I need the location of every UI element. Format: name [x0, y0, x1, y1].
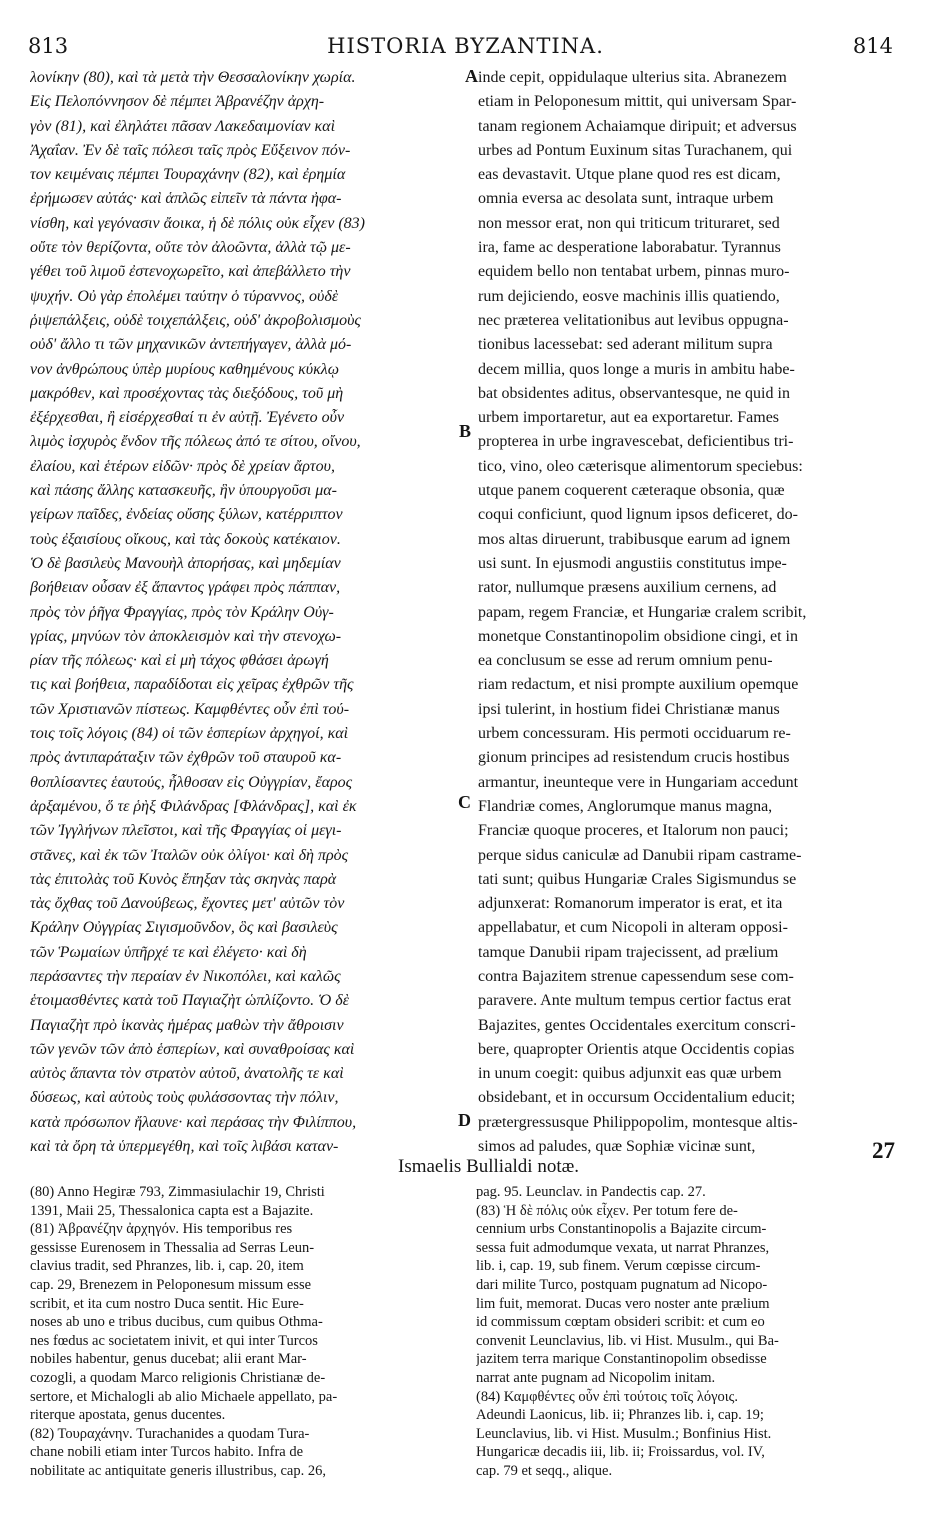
note-line: Hungaricæ decadis iii, lib. ii; Froissardus, vol. IV, [476, 1444, 765, 1461]
note-line: narrat ante pugnam ad Nicopolim initam. [476, 1369, 716, 1386]
notes-title: Ismaelis Bullialdi notæ. [398, 1156, 580, 1177]
greek-text-line: καὶ πάσης ἄλλης κατασκευῆς, ἣν ὑπουργοῦσι μα- [30, 482, 337, 500]
greek-text-line: τις καὶ βοήθεια, παραδίδοται εἰς χεῖρας ἐχθρῶν τῆς [30, 676, 354, 694]
greek-text-line: δύσεως, καὶ αὐτοὺς τοὺς φυλάσσοντας τὴν πόλιν, [30, 1089, 339, 1107]
latin-text-line: ira, fame ac desperatione laborabatur. Tyrannus [478, 239, 781, 257]
greek-text-line: κατὰ πρόσωπον ἤλαυνε· καὶ περάσας τὴν Φιλίππου, [30, 1113, 357, 1131]
note-line: sertore, et Michalogli ab alio Michaele appellato, pa- [30, 1388, 338, 1405]
greek-text-line: Ἀχαΐαν. Ἐν δὲ ταῖς πόλεσι ταῖς πρὸς Εὔξεινον πόν- [30, 141, 351, 159]
note-line: (83) Ἡ δὲ πόλις οὐκ εἶχεν. Per totum fere de- [476, 1202, 738, 1219]
greek-text-line: τῶν Χριστιανῶν πίστεως. Καμφθέντες οὖν ἐπὶ τού- [30, 700, 350, 718]
note-line: sessa fuit admodumque vexata, ut narrat Phranzes, [476, 1239, 770, 1256]
latin-text-line: equidem bello non tentabat urbem, pinnas muro- [478, 263, 790, 281]
latin-text-line: decem millia, quos longe a muris in ambitu habe- [478, 360, 795, 378]
latin-text-column [478, 66, 898, 1159]
latin-text-line: coqui conficiunt, quod lignum ipsos deficeret, do- [478, 506, 798, 524]
greek-text-line: γέθει τοῦ λιμοῦ ἐστενοχωρεῖτο, καὶ ἀπεβάλλετο τὴν [30, 263, 351, 281]
note-line: dari milite Turco, postquam pugnatum ad Nicopo- [476, 1276, 768, 1293]
latin-text-line: papam, regem Franciæ, et Hungariæ cralem scribit, [478, 603, 807, 621]
greek-text-line: μακρόθεν, καὶ προσέχοντας τὰς διεξόδους, τοῦ μὴ [30, 384, 344, 402]
note-line: jazitem terra marique Constantinopolim obsedisse [476, 1351, 767, 1368]
latin-text-line: tati sunt; quibus Hungariæ Crales Sigismundus se [478, 870, 797, 888]
signature-page-marker: 27 [872, 1138, 895, 1163]
margin-marker-d: D [458, 1110, 471, 1130]
right-page-number: 814 [852, 34, 893, 58]
greek-text-line: οὔτε τὸν θερίζοντα, οὔτε τὸν ἀλοῶντα, ἀλλὰ τῷ με- [30, 239, 351, 257]
note-line: nobilitate ac antiquitate generis illustribus, cap. 26, [30, 1462, 326, 1479]
greek-text-line: τοις τοῖς λόγοις (84) οἱ τῶν ἑσπερίων ἀρχηγοί, καὶ [30, 725, 349, 743]
margin-marker-b: B [459, 421, 472, 441]
greek-text-line: γείρων παῖδες, ἐνδείας οὔσης ξύλων, κατέρριπτον [30, 506, 343, 524]
latin-text-line: etiam in Peloponesum mittit, qui universam Spar- [478, 93, 797, 111]
note-line: convenit Leunclavius, lib. vi Hist. Musulm., qui Ba- [476, 1332, 779, 1349]
latin-text-line: non messor erat, non qui triticum trituraret, sed [478, 214, 780, 232]
greek-text-line: ἐρήμωσεν αὐτάς· καὶ ἁπλῶς εἰπεῖν τὰ πάντα ἠφα- [30, 190, 342, 208]
latin-text-line: in unum coegit: quibus adjunxit eas quæ urbem [478, 1065, 782, 1083]
greek-text-line: ρίαν τῆς πόλεως· καὶ εἰ μὴ τάχος φθάσει ἀρωγή [30, 652, 329, 670]
greek-text-line: γρίας, μηνύων τὸν ἀποκλεισμὸν καὶ τὴν στενοχω- [30, 627, 342, 645]
greek-text-line: λιμὸς ἰσχυρὸς ἔνδον τῆς πόλεως ἀπό τε σίτου, οἴνου, [30, 433, 361, 451]
latin-text-line: appellabatur, et cum Nicopoli in alteram opposi- [478, 919, 788, 937]
latin-text-line: mos altas diruerunt, trabibusque earum ad ignem [478, 530, 791, 548]
latin-text-line: gionum principes ad resistendum crucis hostibus [478, 749, 790, 767]
greek-text-line: πρὸς ἀντιπαράταξιν τῶν ἐχθρῶν τοῦ σταυροῦ κα- [30, 749, 342, 767]
greek-text-line: ἀρξαμένου, ὅ τε ῥὴξ Φιλάνδρας [Φλάνδρας], καὶ ἐκ [30, 797, 357, 815]
running-title: HISTORIA BYZANTINA. [327, 34, 604, 58]
greek-text-line: περάσαντες τὴν περαίαν ἐν Νικοπόλει, καὶ καλῶς [30, 967, 341, 985]
note-line: lim fuit, memorat. Ducas vero noster ante prælium [476, 1295, 770, 1312]
latin-text-line: obsidebant, et in occursum Occidentalium educit; [478, 1089, 796, 1107]
note-line: lib. i, cap. 19, sub finem. Verum cœpisse circum- [476, 1258, 761, 1275]
latin-text-line: paravere. Ante multum tempus certior factus erat [478, 992, 792, 1010]
latin-text-line: riam redactum, et nisi prompte auxilium opemque [478, 676, 799, 694]
notes-left-column [30, 1183, 456, 1481]
latin-text-line: urbem concessuram. His permoti occiduarum re- [478, 725, 791, 743]
latin-text-line: utque panem coquerent cæteraque obsonia, quæ [478, 482, 785, 500]
note-line: (81) Ἀβρανέζην ἀρχηγόν. His temporibus res [30, 1221, 293, 1238]
note-line: pag. 95. Leunclav. in Pandectis cap. 27. [476, 1184, 706, 1200]
greek-text-line: στᾶνες, καὶ ἐκ τῶν Ἰταλῶν οὐκ ὀλίγοι· καὶ δὴ πρὸς [30, 846, 349, 864]
greek-text-line: τῶν Ἰγγλήνων πλεῖστοι, καὶ τῆς Φραγγίας οἱ μεγι- [30, 822, 342, 840]
latin-text-line: Flandriæ comes, Anglorumque manus magna, [478, 797, 773, 815]
note-line: cennium urbs Constantinopolis a Bajazite circum- [476, 1221, 767, 1238]
greek-text-line: Παγιαζὴτ πρὸ ἱκανὰς ἡμέρας μαθὼν τὴν ἄθροισιν [30, 1016, 344, 1034]
latin-text-line: Franciæ quoque proceres, et Italorum non pauci; [478, 822, 789, 840]
latin-text-line: ea conclusum se esse ad rerum omnium penu- [478, 652, 773, 670]
latin-text-line: monetque Constantinopolim obsidione cingi, et in [478, 627, 798, 645]
greek-text-line: ψυχήν. Οὐ γὰρ ἐπολέμει ταύτην ὁ τύραννος, οὐδὲ [30, 287, 339, 305]
greek-text-line: ἑτοιμασθέντες κατὰ τοῦ Παγιαζὴτ ὡπλίζοντο. Ὁ δὲ [30, 992, 350, 1010]
page-header [0, 34, 931, 64]
greek-text-line: πρὸς τὸν ῥῆγα Φραγγίας, πρὸς τὸν Κράλην Οὐγ- [30, 603, 334, 621]
greek-text-line: Κράλην Οὐγγρίας Σιγισμοῦνδον, ὃς καὶ βασιλεὺς [30, 919, 338, 937]
latin-text-line: prætergressusque Philippopolim, montesque altis- [478, 1113, 798, 1131]
latin-text-line: propterea in urbe ingravescebat, deficientibus tri- [478, 433, 794, 451]
note-line: clavius tradit, sed Phranzes, lib. i, cap. 20, item [30, 1258, 304, 1275]
note-line: nes fœdus ac societatem inivit, et qui inter Turcos [30, 1332, 318, 1349]
latin-text-line: tamque Danubii ripam trajecissent, ad prælium [478, 943, 779, 961]
latin-text-line: rator, nullumque præsens auxilium cernens, ad [478, 579, 777, 597]
left-page-number: 813 [28, 34, 69, 58]
latin-text-line: armantur, ineunteque vere in Hungariam accedunt [478, 773, 799, 791]
latin-text-line: bere, quapropter Orientis atque Occidentis copias [478, 1040, 795, 1058]
latin-text-line: eas devastavit. Utque plane quod res est dicam, [478, 166, 781, 184]
greek-text-line: τον κειμέναις πέμπει Τουραχάνην (82), καὶ ἐρημία [30, 166, 346, 184]
note-line: chane nobili etiam inter Turcos habito. Infra de [30, 1444, 304, 1461]
latin-text-line: tionibus lacessebat: sed aderant militum supra [478, 336, 773, 354]
greek-text-line: οὐδ' ἄλλο τι τῶν μηχανικῶν ἀντεπήγαγεν, ἀλλὰ μό- [30, 336, 352, 354]
greek-text-line: ῥιψεπάλξεις, οὐδὲ τοιχεπάλξεις, οὐδ' ἀκροβολισμοὺς [30, 311, 361, 329]
note-line: noses ab uno e tribus ducibus, cum quibus Othma- [30, 1314, 323, 1331]
greek-text-line: τὰς ἐπιτολὰς τοῦ Κυνὸς ἔπηξαν τὰς σκηνὰς παρὰ [30, 870, 337, 888]
note-line: id commissum cœptam obsideri scribit: et cum eo [476, 1314, 765, 1331]
note-line: cozogli, a quodam Marco religionis Christianæ de- [30, 1369, 326, 1386]
latin-text-line: tico, vino, oleo cæterisque alimentorum speciebus: [478, 457, 803, 475]
greek-text-line: τοὺς ἐξαισίους οἴκους, καὶ τὰς δοκοὺς κατέκαιον. [30, 530, 341, 548]
greek-text-line: νον ἀνθρώπους ὑπὲρ μυρίους καθημένους κύκλῳ [30, 360, 340, 378]
note-line: scribit, et ita cum nostro Duca sentit. Hic Eure- [30, 1295, 304, 1312]
note-line: (84) Καμφθέντες οὖν ἐπὶ τούτοις τοῖς λόγοις. [476, 1388, 739, 1405]
greek-text-line: θοπλίσαντες ἑαυτούς, ἦλθοσαν εἰς Οὐγγρίαν, ἔαρος [30, 773, 353, 791]
greek-text-line: βοήθειαν οὖσαν ἐξ ἅπαντος γράφει πρὸς πάππαν, [30, 579, 341, 597]
greek-text-line: ἐξέρχεσθαι, ἢ εἰσέρχεσθαί τι ἐν αὐτῇ. Ἐγένετο οὖν [30, 409, 345, 427]
greek-text-line: καὶ τὰ ὄρη τὰ ὑπερμεγέθη, καὶ τοῖς λιβάσι καταν- [30, 1138, 339, 1156]
greek-text-line: νίσθη, καὶ γεγόνασιν ἄοικα, ἡ δὲ πόλις οὐκ εἶχεν (83) [30, 214, 365, 232]
greek-text-line: Εἰς Πελοπόννησον δὲ πέμπει Ἀβρανέζην ἀρχη- [30, 93, 325, 111]
note-line: cap. 29, Brenezem in Peloponesum missum esse [30, 1276, 312, 1293]
margin-marker-a: A [465, 66, 478, 86]
latin-text-line: adjunxerat: Romanorum imperator is erat, et ita [478, 895, 783, 913]
latin-text-line: usi sunt. In ejusmodi angustiis constitutus impe- [478, 554, 787, 572]
greek-text-line: τὰς ὄχθας τοῦ Δανούβεως, ἔχοντες μετ' αὐτῶν τὸν [30, 895, 345, 913]
latin-text-line: rum dejiciendo, eosve machinis illis quatiendo, [478, 287, 780, 305]
latin-text-line: contra Bajazitem strenue capessendum sese com- [478, 967, 794, 985]
margin-marker-c: C [458, 792, 471, 812]
latin-text-line: omnia eversa ac desolata sunt, intraque urbem [478, 190, 774, 208]
greek-text-column [30, 66, 466, 1159]
note-line: 1391, Maii 25, Thessalonica capta est a Bajazite. [30, 1202, 314, 1219]
latin-text-line: nec præterea velitationibus aut levibus oppugna- [478, 311, 789, 329]
latin-text-line: perque sidus caniculæ ad Danubii ripam castrame- [478, 846, 802, 864]
note-line: Leunclavius, lib. vi Hist. Musulm.; Bonfinius Hist. [476, 1425, 772, 1442]
latin-text-line: Bajazites, gentes Occidentales exercitum conscri- [478, 1016, 796, 1034]
latin-text-line: ipsi tulerint, in hostium fidei Christianæ manus [478, 700, 780, 718]
greek-text-line: τῶν Ῥωμαίων ὑπῆρχέ τε καὶ ἐλέγετο· καὶ δὴ [30, 943, 307, 961]
note-line: gessisse Eurenosem in Thessalia ad Serras Leun- [30, 1239, 315, 1256]
greek-text-line: αὐτὸς ἅπαντα τὸν στρατὸν αὐτοῦ, ἀνατολῆς τε καὶ [30, 1065, 344, 1083]
latin-text-line: simos ad paludes, quæ Sophiæ vicinæ sunt, [478, 1138, 756, 1156]
greek-text-line: τῶν γενῶν τῶν ἀπὸ ἑσπερίων, καὶ συναθροίσας καὶ [30, 1040, 355, 1058]
latin-text-line: tanam regionem Achaiamque diripuit; et adversus [478, 117, 797, 135]
latin-text-line: urbes ad Pontum Euxinum sitas Turachanem, qui [478, 141, 793, 159]
greek-text-line: γὸν (81), καὶ ἐληλάτει πᾶσαν Λακεδαιμονίαν καὶ [30, 117, 336, 135]
note-line: cap. 79 et seqq., alique. [476, 1462, 613, 1479]
greek-text-line: λονίκην (80), καὶ τὰ μετὰ τὴν Θεσσαλονίκην χωρία. [30, 69, 356, 86]
note-line: Adeundi Laonicus, lib. ii; Phranzes lib. i, cap. 19; [476, 1407, 764, 1424]
latin-text-line: inde cepit, oppidulaque ulterius sita. Abranezem [478, 69, 787, 86]
latin-text-line: urbem importaretur, aut ea exportaretur. Fames [478, 409, 780, 427]
note-line: (82) Τουραχάνην. Turachanides a quodam Tura- [30, 1425, 310, 1442]
notes-right-column [476, 1183, 896, 1481]
latin-text-line: bat obsidentes aditus, observantesque, ne quid in [478, 384, 790, 402]
greek-text-line: Ὁ δὲ βασιλεὺς Μανουὴλ ἀπορήσας, καὶ μηδεμίαν [30, 554, 341, 572]
note-line: riterque apostata, genus ducentes. [30, 1407, 226, 1424]
note-line: (80) Anno Hegiræ 793, Zimmasiulachir 19, Christi [30, 1184, 325, 1200]
greek-text-line: ἐλαίου, καὶ ἑτέρων εἰδῶν· πρὸς δὲ χρείαν ἄρτου, [30, 457, 335, 475]
note-line: nobiles habentur, genus ducebat; alii erant Mar- [30, 1351, 307, 1368]
